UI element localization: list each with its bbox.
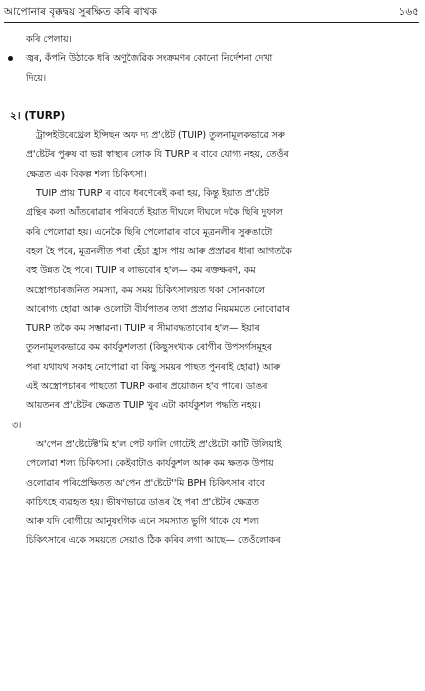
page-body [10, 30, 413, 551]
paragraph-line: তুলনামূলকভাৱে কম কাৰ্যকুশলতা (কিছুসংখ্যক ৰোগীৰ উপসৰ্গসমূহৰ [26, 342, 272, 354]
paragraph-tuip-intro [26, 126, 413, 184]
paragraph-line: অস্ত্ৰোপচাৰজনিত সমস্যা, কম সময় চিকিৎসালয়ত থকা সোনকালে [26, 284, 265, 296]
continued-line: কৰি পেলায়। [26, 34, 72, 45]
bullet-dot [8, 56, 13, 61]
header-rule [4, 22, 419, 23]
paragraph-line: বহু উন্নত হৈ পৰে। TUIP ৰ লাভবোৰ হ'ল— কম ৰক্তক্ষৰণ, কম [26, 265, 256, 277]
bullet-line: জ্বৰ, কঁপনি উঠাকে ধৰি অণুজৈৱিক সংক্ৰমণৰ কোনো নিৰ্দেশনা দেখা [26, 53, 273, 65]
paragraph-line: অ'পেন প্ৰ'ষ্টেটেক্ট'মি হ'ল পেট ফালি গোটেই প্ৰ'ষ্টেটো কাটি উলিয়াই [36, 438, 282, 450]
bullet-line: দিয়ে। [26, 72, 47, 84]
bullet-item [26, 49, 413, 88]
paragraph-line: ওলোৱাৰ পৰিপ্ৰেক্ষিতত অ'পেন প্ৰ'ষ্টেটে''মি BPH চিকিৎসাৰ বাবে [26, 477, 265, 489]
paragraph-line: এই অস্ত্ৰোপচাৰৰ পাছতো TURP কৰাৰ প্ৰয়োজন হ'ব পাৰে। ডাঙৰ [26, 381, 268, 393]
paragraph-line: গ্ৰন্থিৰ কলা আঁতৰোৱাৰ পৰিবৰ্তে ইয়াত দীঘলে দীঘলে দকৈ ছিৰি দুফাল [26, 207, 283, 219]
paragraph-line: চিকিৎসাৰে একে সময়তে সেয়াও ঠিক কৰিব লগা আছে— তেওঁলোকৰ [26, 535, 281, 547]
paragraph-line: বহল হৈ পৰে, মূত্ৰনলীত পৰা হেঁচা হ্ৰাস পায় আৰু প্ৰস্ৰাৱৰ ধাৰা আগতকৈ [26, 245, 292, 257]
running-title: আপোনাৰ বৃক্কদ্বয় সুৰক্ষিত কৰি ৰাখক [4, 6, 157, 18]
paragraph-line: আয়তনৰ প্ৰ'ষ্টেটৰ ক্ষেত্ৰত TUIP খুব এটা কাৰ্যকুশল পদ্ধতি নহয়। [26, 400, 261, 412]
paragraph-tuip-details [26, 184, 413, 416]
page-number: ১৬৫ [398, 6, 419, 18]
paragraph-line: আৰোগ্য হোৱা আৰু ওলোটা বীৰ্যপাতৰ তথা প্ৰস্ৰাৱ নিয়মমতে নোবোৱাৰ [26, 303, 291, 315]
paragraph-line: প্ৰ'ষ্টেটৰ পুৰুষ বা ভগ্ন স্বাস্থ্যৰ লোক যি TURP ৰ বাবে যোগ্য নহয়, তেওঁৰ [26, 149, 289, 161]
section-number: ৩। [12, 419, 22, 431]
paragraph-line: TURP তকৈ কম সম্ভাৱনা। TUIP ৰ সীমাবদ্ধতাবোৰ হ'ল— ইয়াৰ [26, 323, 260, 335]
page-header [4, 4, 419, 20]
paragraph-open-prostatectomy [26, 435, 413, 551]
paragraph-line: কৰি পেলোৱা হয়। এনেকৈ ছিৰি পেলোৱাৰ বাবে মূত্ৰনলীৰ সুৰুঙাটো [26, 226, 273, 238]
paragraph-line: ক্ষেত্ৰত এক বিকল্প শল্য চিকিৎসা। [26, 168, 147, 180]
section-heading: ২। (TURP) [10, 109, 66, 122]
paragraph-line: পেলোৱা শল্য চিকিৎসা। কেইবাটাও কাৰ্যকুশল আৰু কম ক্ষতক উপায় [26, 458, 274, 470]
spacer [26, 88, 413, 107]
paragraph-line: ট্ৰান্সইউৰেথ্ৰেল ইন্সিছন অফ দ্য প্ৰ'ষ্টেট (TUIP) তুলনামূলকভাৱে সৰু [36, 130, 285, 142]
paragraph-line: পৰা যথাযথ সকাহ নোপোৱা বা কিছু সময়ৰ পাছত পুনৰাই হোৱা) আৰু [26, 361, 281, 373]
paragraph-line: TUIP প্ৰায় TURP ৰ বাবে ধৰণেৰেই কৰা হয়, কিন্তু ইয়াত প্ৰ'ষ্টেট [36, 188, 269, 200]
paragraph-line: কাচিৎহে ব্যৱহৃত হয়। ভীষণভাৱে ডাঙৰ হৈ পৰা প্ৰ'ষ্টেটৰ ক্ষেত্ৰত [26, 496, 259, 508]
paragraph-line: আৰু যদি ৰোগীয়ে আনুষংগিক এনে সমস্যাত ভুগি থাকে যে শল্য [26, 516, 259, 528]
